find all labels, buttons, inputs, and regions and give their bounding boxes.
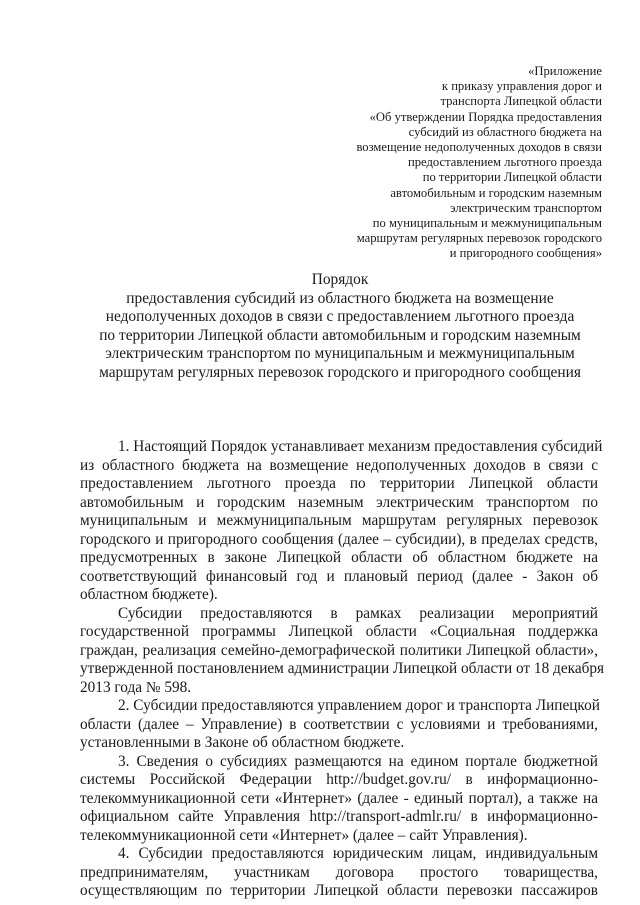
- body-text-line: областном бюджете).: [80, 586, 218, 603]
- body-text-line: городского и пригородного сообщения (далее – субсидии), в пределах средств,: [80, 530, 598, 548]
- annex-line: маршрутам регулярных перевозок городского: [356, 231, 602, 246]
- annex-line: предоставлением льготного проезда: [408, 155, 602, 170]
- body-text-line: официальном сайте Управления http://transport-admlr.ru/ в информационно-: [80, 808, 598, 825]
- annex-line: возмещение недополученных доходов в связи: [356, 140, 602, 155]
- body-text-line: осуществляющим по территории Липецкой области перевозки пассажиров: [80, 882, 598, 899]
- body-text-line: из областного бюджета на возмещение недополученных доходов в связи с: [80, 456, 598, 474]
- body-text-line: системы Российской Федерации http://budget.gov.ru/ в информационно-: [80, 771, 598, 788]
- body-text-line: 3. Сведения о субсидиях размещаются на едином портале бюджетной: [118, 752, 598, 770]
- annex-line: по территории Липецкой области: [422, 170, 602, 185]
- body-text-line: телекоммуникационной сети «Интернет» (далее – сайт Управления).: [80, 826, 528, 844]
- annex-line: по муниципальным и межмуниципальным: [372, 216, 602, 231]
- annex-line: и пригородного сообщения»: [449, 246, 602, 261]
- body-text-line: граждан, реализация семейно-демографической политики Липецкой области»,: [80, 641, 598, 659]
- body-text-line: установленными в Законе об областном бюджете.: [80, 734, 405, 751]
- body-text-line: Субсидии предоставляются в рамках реализации мероприятий: [118, 604, 598, 622]
- title-line: по территории Липецкой области автомобильным и городским наземным: [99, 326, 581, 344]
- title-line: предоставления субсидий из областного бюджета на возмещение: [126, 289, 554, 307]
- body-text-line: 2013 года № 598.: [80, 678, 192, 696]
- document-title: Порядок: [311, 271, 369, 288]
- body-text-line: области (далее – Управление) в соответствии с условиями и требованиями,: [80, 715, 598, 733]
- title-line: электрическим транспортом по муниципальным и межмуниципальным: [105, 345, 575, 363]
- annex-line: транспорта Липецкой области: [440, 94, 602, 109]
- body-text-line: телекоммуникационной сети «Интернет» (далее - единый портал), а также на: [80, 789, 598, 807]
- body-text-line: 2. Субсидии предоставляются управлением дорог и транспорта Липецкой: [118, 697, 600, 714]
- body-text-line: 1. Настоящий Порядок устанавливает механизм предоставления субсидий: [118, 438, 603, 455]
- annex-line: электрическим транспортом: [450, 200, 602, 215]
- body-text-line: предоставлением льготного проезда по территории Липецкой области: [80, 475, 598, 492]
- body-text-line: 4. Субсидии предоставляются юридическим лицам, индивидуальным: [118, 845, 598, 862]
- body-text-line: предусмотренных в законе Липецкой области об областном бюджете на: [80, 549, 598, 566]
- body-text-line: утвержденной постановлением администрации Липецкой области от 18 декабря: [80, 660, 605, 677]
- annex-line: автомобильным и городским наземным: [390, 185, 602, 200]
- body-text-line: соответствующий финансовый год и плановый период (далее - Закон об: [80, 567, 598, 585]
- body-text-line: предпринимателям, участникам договора простого товарищества,: [80, 863, 598, 881]
- title-line: маршрутам регулярных перевозок городского и пригородного сообщения: [99, 363, 581, 381]
- annex-line: к приказу управления дорог и: [441, 79, 602, 94]
- annex-line: «Приложение: [528, 64, 602, 78]
- body-text-line: автомобильным и городским наземным электрическим транспортом по: [80, 493, 598, 511]
- body-text-line: государственной программы Липецкой области «Социальная поддержка: [80, 623, 598, 640]
- document-body: [80, 438, 605, 901]
- body-text-line: муниципальным и межмуниципальным маршрутам регулярных перевозок: [80, 512, 598, 529]
- annex-line: «Об утверждении Порядка предоставления: [369, 109, 602, 124]
- title-line: недополученных доходов в связи с предоставлением льготного проезда: [105, 308, 575, 326]
- annex-line: субсидий из областного бюджета на: [408, 124, 602, 139]
- annex-header-block: [242, 64, 602, 262]
- document-title-block: [80, 271, 600, 383]
